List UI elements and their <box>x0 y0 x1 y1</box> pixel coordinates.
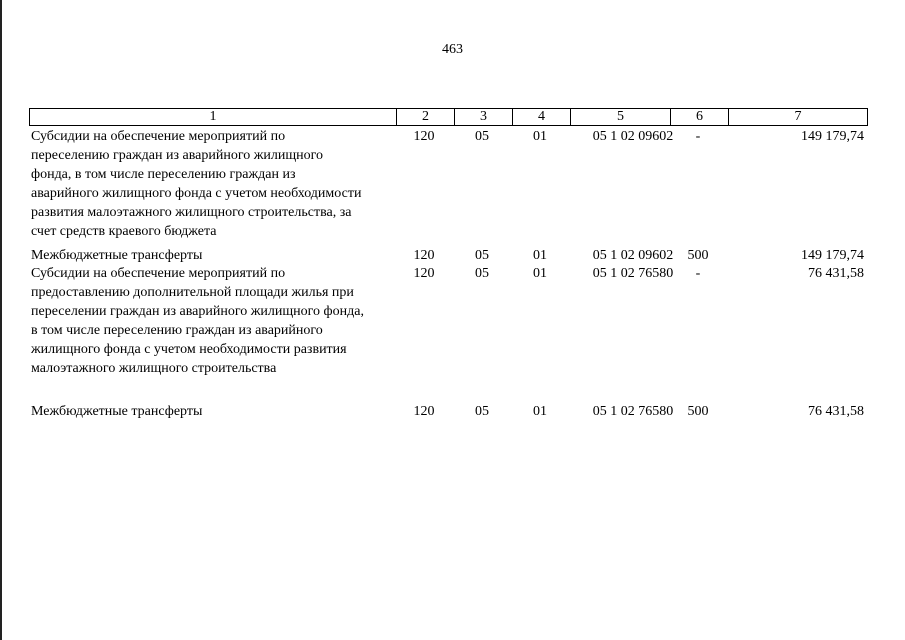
page-number: 463 <box>442 42 463 57</box>
row-col-4: 01 <box>533 248 547 263</box>
page-left-border <box>0 0 2 640</box>
row-name-cell <box>31 127 393 241</box>
row-col-5: 05 1 02 76580 <box>592 266 674 281</box>
row-name-line: Субсидии на обеспечение мероприятий по <box>31 129 286 144</box>
row-col-4: 01 <box>533 266 547 281</box>
header-col-7: 7 <box>728 109 867 125</box>
row-col-5: 05 1 02 09602 <box>592 129 674 144</box>
row-col-2: 120 <box>413 129 435 144</box>
row-name-line: переселении граждан из аварийного жилищного фонда, <box>31 304 364 319</box>
row-name-line: Субсидии на обеспечение мероприятий по <box>31 266 286 281</box>
row-col-5: 05 1 02 09602 <box>592 248 674 263</box>
row-col-7: 149 179,74 <box>801 248 864 263</box>
row-col-2: 120 <box>413 248 435 263</box>
row-name-line: предоставлению дополнительной площади жилья при <box>31 285 354 300</box>
header-col-1: 1 <box>209 109 217 124</box>
header-col-6: 6 <box>670 109 728 125</box>
row-col-7: 76 431,58 <box>808 404 864 419</box>
row-col-7: 149 179,74 <box>801 129 864 144</box>
row-name-line: жилищного фонда с учетом необходимости развития <box>31 342 347 357</box>
table-header-row <box>29 108 868 126</box>
row-col-7: 76 431,58 <box>808 266 864 281</box>
row-name-line: счет средств краевого бюджета <box>31 224 217 239</box>
row-col-2: 120 <box>413 404 435 419</box>
row-col-4: 01 <box>533 404 547 419</box>
row-col-6: 500 <box>687 248 709 263</box>
header-col-4: 4 <box>512 109 570 125</box>
row-name-line: переселению граждан из аварийного жилищного <box>31 148 324 163</box>
row-col-3: 05 <box>475 404 489 419</box>
row-name-line: в том числе переселению граждан из аварийного <box>31 323 323 338</box>
row-name-line: фонда, в том числе переселению граждан из <box>31 167 296 182</box>
row-col-5: 05 1 02 76580 <box>592 404 674 419</box>
row-col-6: - <box>695 129 701 144</box>
row-col-4: 01 <box>533 129 547 144</box>
header-col-5: 5 <box>570 109 670 125</box>
row-col-6: - <box>695 266 701 281</box>
row-name-cell <box>31 402 393 421</box>
row-col-3: 05 <box>475 266 489 281</box>
row-name-line: Межбюджетные трансферты <box>31 248 203 263</box>
row-name-line: Межбюджетные трансферты <box>31 404 203 419</box>
row-name-line: развития малоэтажного жилищного строительства, за <box>31 205 352 220</box>
header-col-3: 3 <box>454 109 512 125</box>
row-col-3: 05 <box>475 248 489 263</box>
row-col-2: 120 <box>413 266 435 281</box>
row-name-line: аварийного жилищного фонда с учетом необходимости <box>31 186 362 201</box>
row-col-3: 05 <box>475 129 489 144</box>
row-name-line: малоэтажного жилищного строительства <box>31 361 277 376</box>
row-name-cell <box>31 264 393 378</box>
row-name-cell <box>31 246 393 265</box>
header-col-2: 2 <box>396 109 454 125</box>
row-col-6: 500 <box>687 404 709 419</box>
